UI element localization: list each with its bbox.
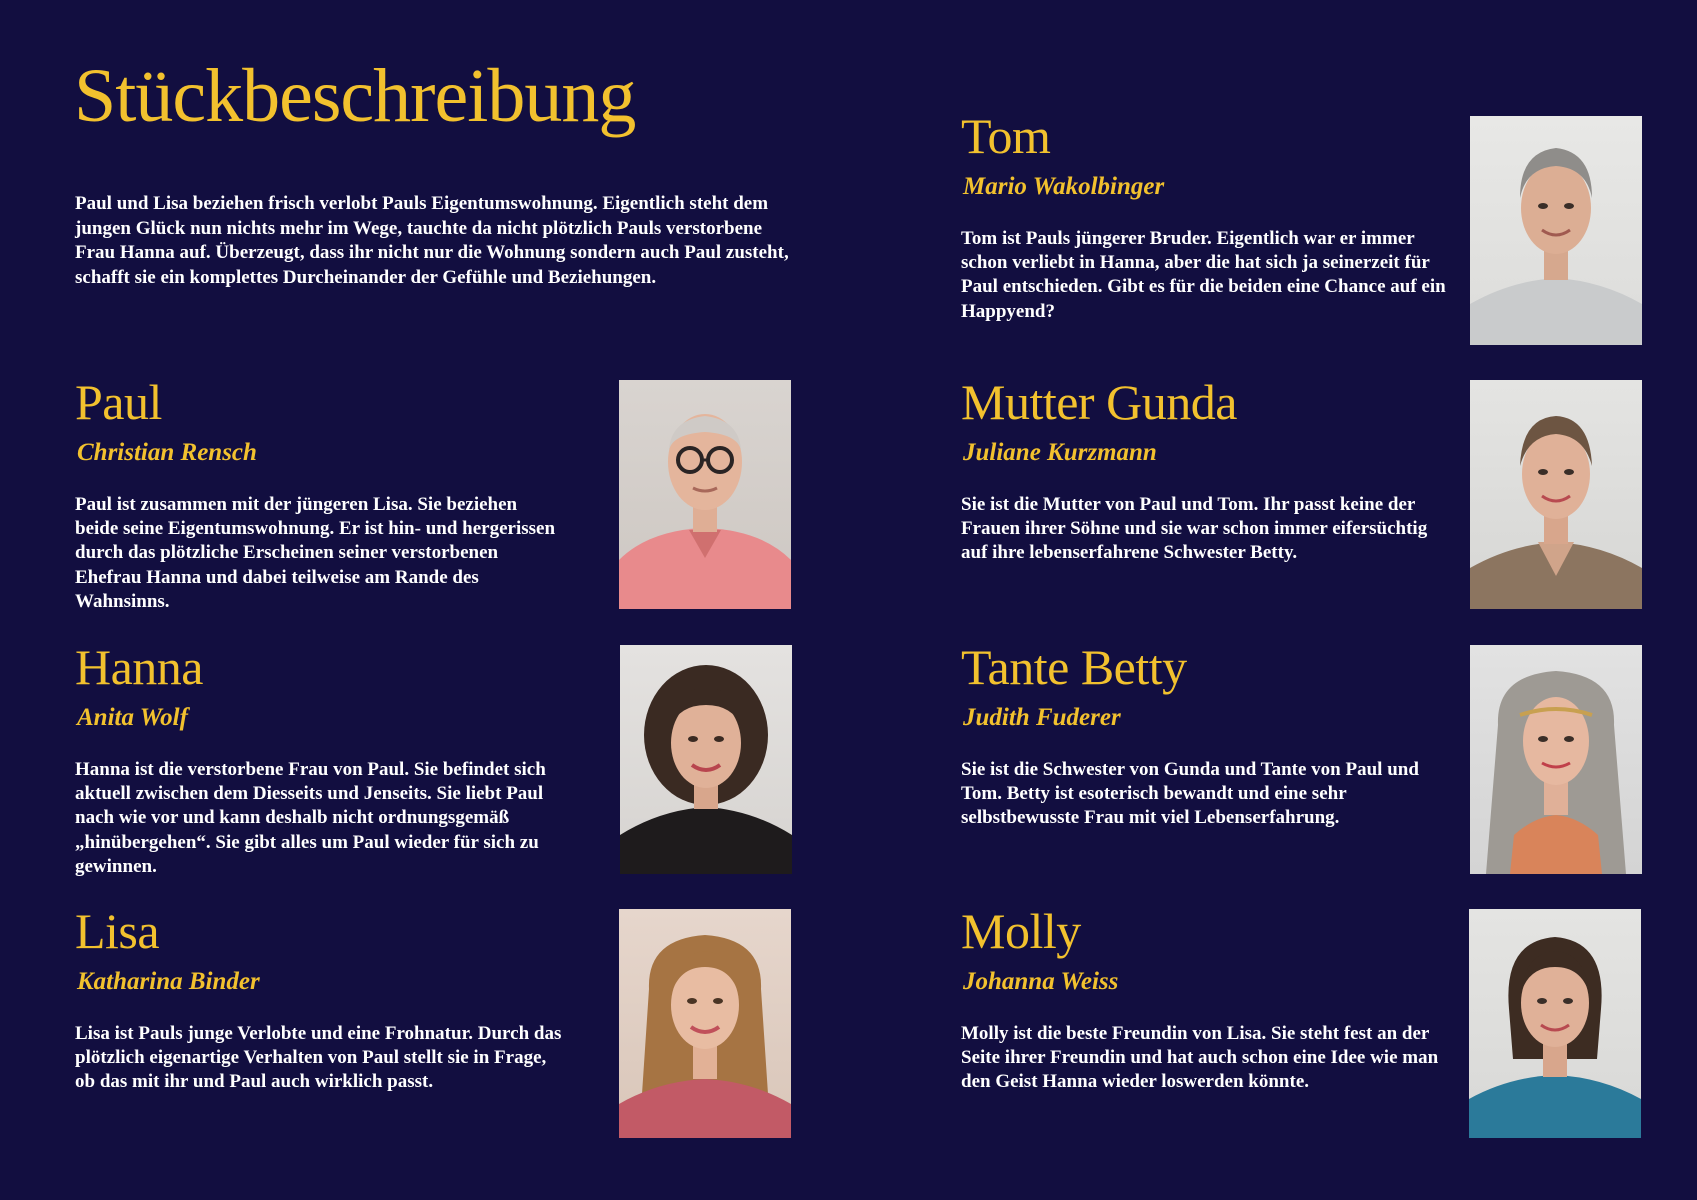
portrait-photo-tom	[1470, 116, 1642, 345]
actor-name: Judith Fuderer	[963, 704, 1121, 731]
actor-name: Juliane Kurzmann	[963, 439, 1157, 466]
character-name: Paul	[75, 374, 162, 430]
actor-name: Mario Wakolbinger	[963, 173, 1165, 200]
character-description: Molly ist die beste Freundin von Lisa. Sie steht fest an der Seite ihrer Freundin und hat auch schon eine Idee wie man den Geist Hanna wieder loswerden könnte.	[961, 1023, 1439, 1093]
portrait-photo-paul	[619, 380, 791, 609]
character-description: Hanna ist die verstorbene Frau von Paul. Sie befindet sich aktuell zwischen dem Diesseits und Jenseits. Sie liebt Paul nach wie vor und kann deshalb nicht ordnungsgemäß „hinübergehen“. Sie gibt alles um Paul wieder für sich zu gewinnen.	[75, 759, 546, 877]
page-title: Stückbeschreibung	[74, 54, 636, 138]
character-name: Tante Betty	[961, 639, 1187, 695]
character-description: Paul ist zusammen mit der jüngeren Lisa. Sie beziehen beide seine Eigentumswohnung. Er ist hin- und hergerissen durch das plötzliche Erscheinen seiner verstorbenen Ehefrau Hanna und dabei teilweise am Rande des Wahnsinns.	[75, 494, 556, 612]
portrait-photo-hanna	[620, 645, 792, 874]
character-name: Mutter Gunda	[961, 374, 1237, 430]
portrait-photo-tante-betty	[1470, 645, 1642, 874]
character-description: Sie ist die Schwester von Gunda und Tante von Paul und Tom. Betty ist esoterisch bewandt und eine sehr selbstbewusste Frau mit viel Lebenserfahrung.	[961, 759, 1419, 829]
character-name: Molly	[961, 903, 1081, 959]
actor-name: Anita Wolf	[77, 704, 188, 731]
actor-name: Christian Rensch	[77, 439, 257, 466]
character-description: Sie ist die Mutter von Paul und Tom. Ihr passt keine der Frauen ihrer Söhne und sie war schon immer eifersüchtig auf ihre lebenserfahrene Schwester Betty.	[961, 494, 1428, 564]
character-name: Tom	[961, 108, 1051, 164]
intro-text: Paul und Lisa beziehen frisch verlobt Pauls Eigentumswohnung. Eigentlich steht dem jungen Glück nun nichts mehr im Wege, tauchte da nicht plötzlich Pauls verstorbene Frau Hanna auf. Überzeugt, dass ihr nicht nur die Wohnung sondern auch Paul zusteht, schafft sie ein komplettes Durcheinander der Gefühle und Beziehungen.	[75, 193, 789, 288]
character-description: Lisa ist Pauls junge Verlobte und eine Frohnatur. Durch das plötzlich eigenartige Verhalten von Paul stellt sie in Frage, ob das mit ihr und Paul auch wirklich passt.	[75, 1023, 562, 1093]
portrait-photo-molly	[1469, 909, 1641, 1138]
portrait-photo-mutter-gunda	[1470, 380, 1642, 609]
character-name: Lisa	[75, 903, 160, 959]
portrait-photo-lisa	[619, 909, 791, 1138]
actor-name: Johanna Weiss	[963, 968, 1119, 995]
character-description: Tom ist Pauls jüngerer Bruder. Eigentlich war er immer schon verliebt in Hanna, aber die hat sich ja seinerzeit für Paul entschieden. Gibt es für die beiden eine Chance auf ein Happyend?	[961, 228, 1446, 322]
actor-name: Katharina Binder	[77, 968, 260, 995]
character-name: Hanna	[75, 639, 203, 695]
